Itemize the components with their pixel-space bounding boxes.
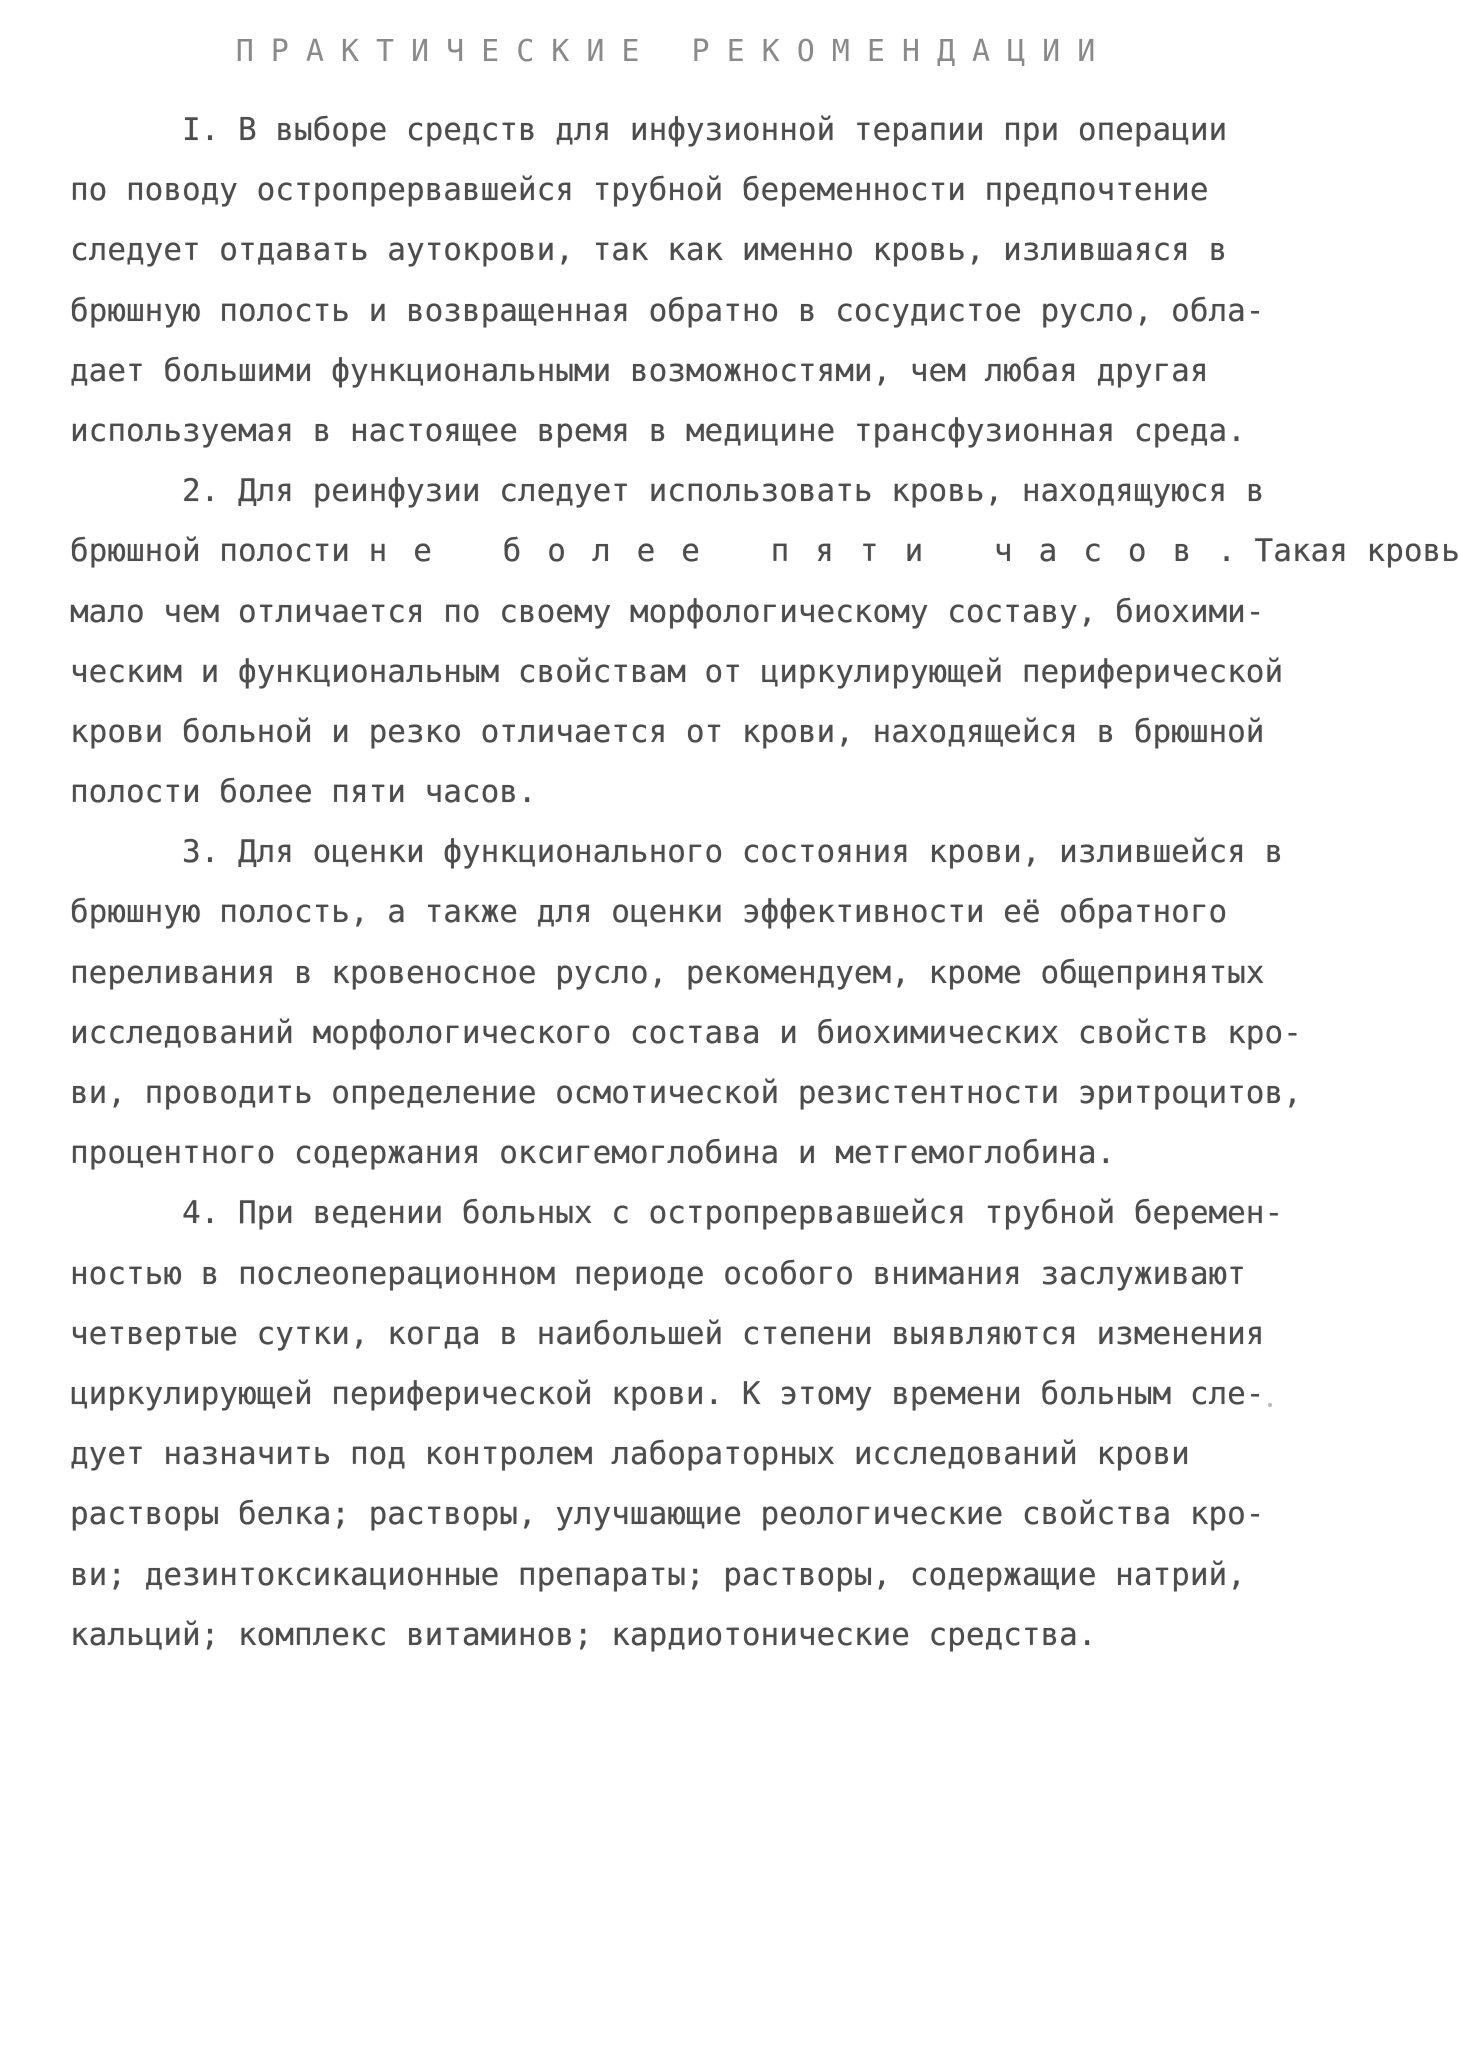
text-segment: брюшной полости bbox=[70, 533, 369, 570]
page-heading: ПРАКТИЧЕСКИЕ РЕКОМЕНДАЦИИ bbox=[235, 34, 1113, 69]
text-line: брюшную полость и возвращенная обратно в сосудистое русло, обла- bbox=[70, 292, 1265, 329]
paragraph-1 bbox=[70, 100, 1280, 461]
text-line: мало чем отличается по своему морфологическому составу, биохими- bbox=[70, 593, 1265, 630]
text-line: следует отдавать аутокрови, так как именно кровь, излившаяся в bbox=[70, 232, 1228, 269]
text-line-with-emphasis bbox=[70, 521, 1460, 581]
text-line: I. В выборе средств для инфузионной терапии при операции bbox=[70, 112, 1228, 148]
text-line: 4. При ведении больных с остропрервавшейся трубной беремен- bbox=[70, 1195, 1284, 1232]
paragraph-4 bbox=[70, 1183, 1284, 1665]
text-line: растворы белка; растворы, улучшающие реологические свойства кро- bbox=[70, 1496, 1265, 1533]
text-line: четвертые сутки, когда в наибольшей степени выявляются изменения bbox=[70, 1315, 1265, 1352]
text-line: дует назначить под контролем лабораторных исследований крови bbox=[70, 1436, 1190, 1473]
spaced-emphasis: не более пяти часов bbox=[368, 533, 1218, 570]
text-line: ви; дезинтоксикационные препараты; растворы, содержащие натрий, bbox=[70, 1556, 1246, 1593]
text-line: кальций; комплекс витаминов; кардиотонические средства. bbox=[70, 1616, 1097, 1653]
text-line: брюшную полость, а также для оценки эффективности её обратного bbox=[70, 894, 1228, 931]
text-line: дает большими функциональными возможностями, чем любая другая bbox=[70, 352, 1209, 389]
text-segment: . Такая кровь bbox=[1217, 533, 1460, 570]
paragraph-2 bbox=[70, 461, 1460, 822]
paragraph-3 bbox=[70, 822, 1302, 1183]
text-line: полости более пяти часов. bbox=[70, 774, 537, 811]
text-line: используемая в настоящее время в медицине трансфузионная среда. bbox=[70, 412, 1246, 449]
text-line: ческим и функциональным свойствам от циркулирующей периферической bbox=[70, 653, 1284, 690]
text-line: 3. Для оценки функционального состояния крови, излившейся в bbox=[70, 834, 1284, 871]
text-line: ностью в послеоперационном периоде особого внимания заслуживают bbox=[70, 1255, 1246, 1292]
document-body bbox=[70, 100, 1460, 1665]
text-line: крови больной и резко отличается от крови, находящейся в брюшной bbox=[70, 713, 1265, 750]
text-line: циркулирующей периферической крови. К этому времени больным сле- bbox=[70, 1375, 1265, 1412]
text-line: по поводу остропрервавшейся трубной беременности предпочтение bbox=[70, 172, 1209, 209]
text-line: 2. Для реинфузии следует использовать кровь, находящуюся в bbox=[70, 473, 1265, 510]
text-line: ви, проводить определение осмотической резистентности эритроцитов, bbox=[70, 1075, 1302, 1111]
text-line: переливания в кровеносное русло, рекомендуем, кроме общепринятых bbox=[70, 954, 1265, 991]
text-line: процентного содержания оксигемоглобина и метгемоглобина. bbox=[70, 1135, 1116, 1172]
text-line: исследований морфологического состава и биохимических свойств кро- bbox=[70, 1014, 1302, 1051]
paper-speck bbox=[1268, 1403, 1272, 1407]
